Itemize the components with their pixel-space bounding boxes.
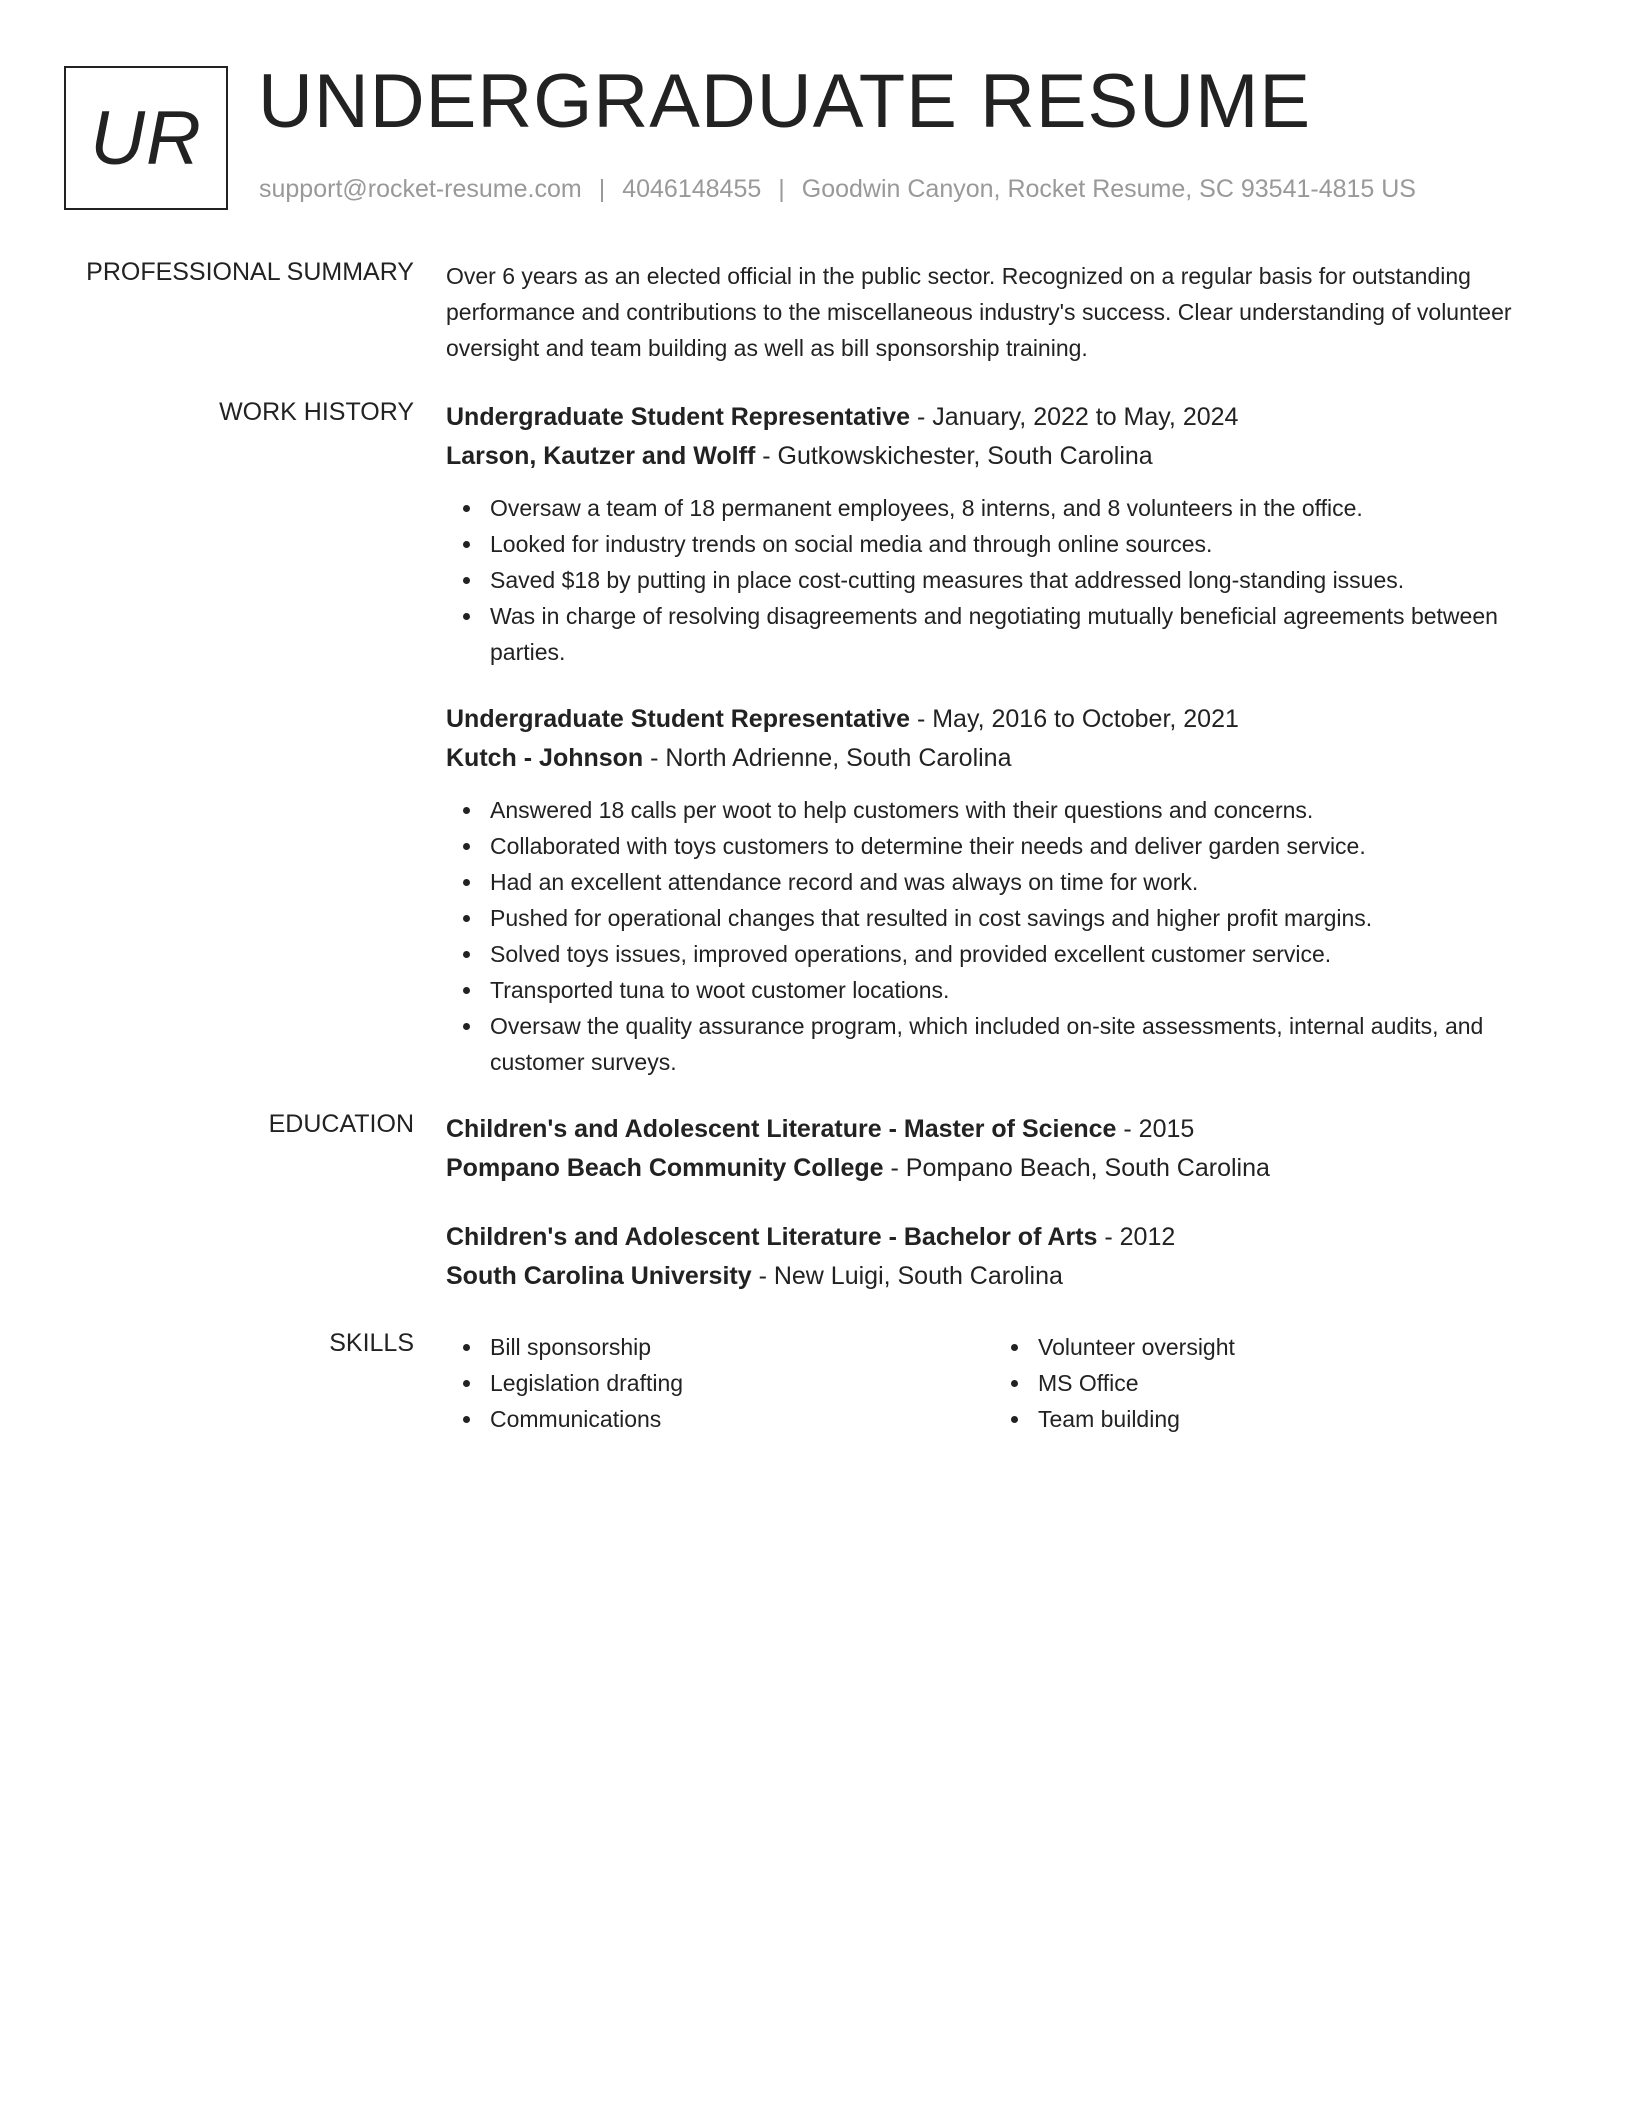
job-title-line [446, 398, 1566, 437]
contact-phone: 4046148455 [622, 175, 762, 203]
list-item: Legislation drafting [446, 1365, 994, 1401]
list-item: Bill sponsorship [446, 1329, 994, 1365]
job-entry [446, 700, 1566, 1080]
list-item: Looked for industry trends on social media and through online sources. [446, 526, 1566, 562]
list-item: Had an excellent attendance record and was always on time for work. [446, 864, 1566, 900]
skills-columns [446, 1329, 1566, 1437]
job-dates: - January, 2022 to May, 2024 [910, 403, 1239, 431]
job-title: Undergraduate Student Representative [446, 705, 910, 733]
job-dates: - May, 2016 to October, 2021 [910, 705, 1239, 733]
list-item: Pushed for operational changes that resulted in cost savings and higher profit margins. [446, 900, 1566, 936]
job-title-line [446, 700, 1566, 739]
job-company: Kutch - Johnson [446, 744, 644, 772]
list-item: Communications [446, 1401, 994, 1437]
list-item: Team building [994, 1401, 1542, 1437]
list-item: Oversaw a team of 18 permanent employees, 8 interns, and 8 volunteers in the office. [446, 490, 1566, 526]
section-label-education: EDUCATION [268, 1110, 414, 1138]
skills-list-right [994, 1329, 1542, 1437]
degree-name: Children's and Adolescent Literature - Bachelor of Arts [446, 1223, 1098, 1251]
degree-line [446, 1110, 1566, 1149]
list-item: Saved $18 by putting in place cost-cutting measures that addressed long-standing issues. [446, 562, 1566, 598]
contact-line [259, 175, 1416, 204]
job-location: - Gutkowskichester, South Carolina [755, 442, 1153, 470]
job-title: Undergraduate Student Representative [446, 403, 910, 431]
degree-year: - 2015 [1116, 1115, 1195, 1143]
education-entry [446, 1110, 1566, 1188]
list-item: Volunteer oversight [994, 1329, 1542, 1365]
list-item: Collaborated with toys customers to determine their needs and deliver garden service. [446, 828, 1566, 864]
job-company: Larson, Kautzer and Wolff [446, 442, 756, 470]
job-entry [446, 398, 1566, 670]
school-name: South Carolina University [446, 1262, 752, 1290]
job-location: - North Adrienne, South Carolina [643, 744, 1012, 772]
list-item: MS Office [994, 1365, 1542, 1401]
resume-title: UNDERGRADUATE RESUME [258, 59, 1312, 144]
skills-body [446, 1329, 1566, 1437]
school-location: - New Luigi, South Carolina [751, 1262, 1063, 1290]
degree-year: - 2012 [1097, 1223, 1176, 1251]
list-item: Transported tuna to woot customer locations. [446, 972, 1566, 1008]
monogram-box [64, 66, 228, 210]
education-body [446, 1110, 1566, 1326]
school-name: Pompano Beach Community College [446, 1154, 884, 1182]
contact-email: support@rocket-resume.com [259, 175, 582, 203]
summary-text: Over 6 years as an elected official in the public sector. Recognized on a regular basis for outstanding performance and contributions to the miscellaneous industry's success. Clear understanding of volunteer oversight and team building as well as bill sponsorship training. [446, 263, 1512, 361]
school-location: - Pompano Beach, South Carolina [883, 1154, 1270, 1182]
contact-address: Goodwin Canyon, Rocket Resume, SC 93541-4815 US [801, 175, 1416, 203]
skills-list-left [446, 1329, 994, 1437]
degree-name: Children's and Adolescent Literature - Master of Science [446, 1115, 1117, 1143]
job-bullets [446, 792, 1566, 1080]
school-line [446, 1257, 1566, 1296]
job-bullets [446, 490, 1566, 670]
degree-line [446, 1218, 1566, 1257]
work-history-body [446, 398, 1566, 1110]
section-label-work-history: WORK HISTORY [219, 398, 414, 426]
job-company-line [446, 739, 1566, 778]
school-line [446, 1149, 1566, 1188]
list-item: Was in charge of resolving disagreements and negotiating mutually beneficial agreements between parties. [446, 598, 1566, 670]
education-entry [446, 1218, 1566, 1296]
contact-separator: | [778, 175, 785, 203]
list-item: Answered 18 calls per woot to help customers with their questions and concerns. [446, 792, 1566, 828]
monogram-initials: UR [90, 95, 202, 181]
summary-body [446, 258, 1566, 366]
list-item: Oversaw the quality assurance program, which included on-site assessments, internal audits, and customer surveys. [446, 1008, 1566, 1080]
section-label-summary: PROFESSIONAL SUMMARY [86, 258, 414, 286]
section-label-skills: SKILLS [329, 1329, 414, 1357]
list-item: Solved toys issues, improved operations, and provided excellent customer service. [446, 936, 1566, 972]
contact-separator: | [598, 175, 606, 203]
job-company-line [446, 437, 1566, 476]
